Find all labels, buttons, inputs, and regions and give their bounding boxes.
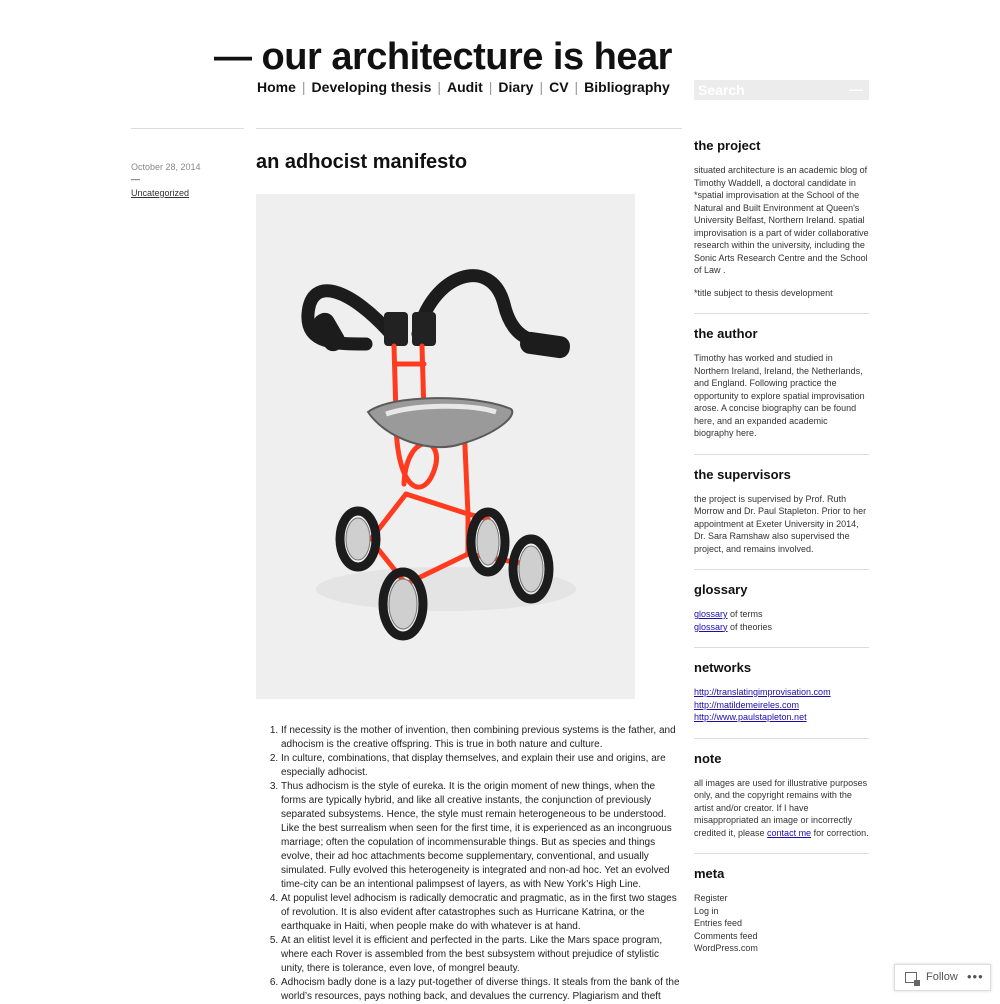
widget-title: networks (694, 660, 752, 675)
widget-note: *title subject to thesis development (694, 287, 833, 298)
widget-title: note (694, 750, 722, 766)
post-image[interactable] (256, 194, 635, 699)
widget-title: the author (694, 326, 758, 341)
meta-login-link[interactable]: Log in (694, 905, 719, 916)
network-link[interactable]: http://matildemeireles.com (694, 699, 800, 710)
widget-the-supervisors (694, 467, 869, 571)
nav-separator: | (301, 79, 306, 95)
contact-me-link[interactable]: contact me (767, 827, 812, 838)
widget-title: meta (694, 866, 725, 881)
follow-icon[interactable] (905, 972, 917, 983)
meta-entries-feed-link[interactable]: Entries feed (694, 918, 743, 928)
widget-text: situated architecture is an academic blog of Timothy Waddell, a doctoral candidate in *spatial improvisation at the School of the Natural and Built Environment at Queen's University Belfast, Northern Ireland. spatial improvisation is a part of wider collaborative research within the university, including the Sonic Arts Research Centre and the School of Law . (694, 165, 869, 275)
list-item: 3. Thus adhocism is the style of eureka. It is the origin moment of new things, when the forms are typically hybrid, and like all creative instants, the conjunction of previously separated subsystems. Hence, the style must remain heterogeneous to be understood. Like the best surrealism when seen for the first time, it is experienced as an incongruous marriage; often the copulation of incommensurable things. But as species and things evolve, their ad hoc attachments become supplementary, conventional, and usually simulated. Fully evolved this heterogeneity is integrated and non-ad hoc. Yet an evolved time-city can be an intentional palimpsest of layers, as with New York’s High Line. (281, 780, 682, 892)
search-input[interactable] (698, 82, 838, 98)
meta-wordpress-link[interactable]: WordPress.com (694, 943, 758, 953)
widget-the-author (694, 326, 869, 455)
follow-bar (894, 964, 991, 991)
nav-item-audit[interactable]: Audit (447, 79, 483, 95)
widget-text: the project is supervised by Prof. Ruth Morrow and Dr. Paul Stapleton. Prior to her appointment at Exeter University in 2014, Dr. Sara Ramshaw also supervised the project, and remains involved. (694, 493, 867, 554)
adhocist-chair-photo (256, 194, 635, 699)
widget-glossary (694, 582, 869, 648)
note-text: all images are used for illustrative purposes only, and the copyright remains with the artist and/or creator. If I have misappropriated an image or incorrectly credited it, please (694, 777, 868, 838)
nav-item-home[interactable]: Home (257, 79, 296, 95)
meta-register-link[interactable]: Register (694, 893, 728, 903)
post-meta-dash: — (131, 174, 140, 184)
widget-text: Timothy has worked and studied in Northern Ireland, Ireland, the Netherlands, and England. Following practice the opportunity to explore spatial improvisation arose. A concise biography can be found here, and an expanded academic biography here. (694, 353, 865, 438)
divider (256, 128, 682, 129)
post-content (262, 724, 682, 1004)
sidebar (694, 138, 869, 981)
widget-title: glossary (694, 582, 748, 597)
nav-separator: | (574, 79, 579, 95)
list-item: 5. At an elitist level it is efficient and perfected in the parts. Like the Mars space program, where each Rover is assembled from the best subsystem without prejudice of stylistic unity, there is tolerance, even love, of mongrel beauty. (281, 934, 682, 976)
nav-separator: | (488, 79, 493, 95)
post-category-link[interactable]: Uncategorized (131, 188, 190, 198)
follow-button[interactable]: Follow (926, 971, 958, 983)
more-options-icon[interactable]: ••• (967, 969, 984, 984)
widget-title: the project (694, 138, 761, 153)
widget-networks (694, 660, 869, 739)
widget-text (694, 777, 869, 840)
nav-separator: | (539, 79, 544, 95)
search-submit-button[interactable]: — (849, 81, 863, 97)
glossary-theories-link[interactable]: glossary (694, 621, 728, 632)
meta-comments-feed-link[interactable]: Comments feed (694, 930, 758, 941)
network-link[interactable]: http://www.paulstapleton.net (694, 712, 807, 722)
post-date[interactable]: October 28, 2014 (131, 162, 201, 172)
post-title[interactable]: an adhocist manifesto (256, 151, 468, 173)
list-item: 6. Adhocism badly done is a lazy put-together of diverse things. It steals from the bank of the world’s resources, pays nothing back, and devalues the currency. Plagiarism and theft (281, 976, 682, 1004)
nav-item-developing-thesis[interactable]: Developing thesis (311, 79, 432, 95)
glossary-terms-line (694, 608, 869, 621)
list-item: 4. At populist level adhocism is radically democratic and pragmatic, as in the first two stages of revolution. It is also evident after catastrophes such as Hurricane Katrina, or the earthquake in Haiti, when people make do with whatever is at hand. (281, 892, 682, 934)
nav-item-diary[interactable]: Diary (498, 79, 534, 95)
widget-meta (694, 866, 869, 969)
search-box (694, 80, 869, 100)
list-item: 1. If necessity is the mother of invention, then combining previous systems is the father, and adhocism is the creative offspring. This is true in both nature and culture. (281, 724, 682, 752)
glossary-terms-text: of terms (727, 609, 763, 619)
manifesto-list (262, 724, 682, 1004)
main-nav (257, 79, 676, 95)
nav-separator: | (437, 79, 441, 95)
widget-the-project (694, 138, 869, 314)
note-text-after: for correction. (811, 827, 869, 838)
nav-item-bibliography[interactable]: Bibliography (584, 79, 670, 95)
glossary-theories-line (694, 621, 869, 634)
nav-item-cv[interactable]: CV (549, 79, 569, 95)
divider (131, 128, 244, 129)
widget-note (694, 751, 869, 855)
network-link[interactable]: http://translatingimprovisation.com (694, 687, 831, 697)
widget-title: the supervisors (694, 466, 791, 482)
glossary-theories-text: of theories (727, 621, 773, 632)
list-item: 2. In culture, combinations, that display themselves, and explain their use and origins, are especially adhocist. (281, 752, 682, 780)
glossary-terms-link[interactable]: glossary (694, 609, 728, 619)
site-title[interactable]: — our architecture is hear (214, 36, 672, 78)
